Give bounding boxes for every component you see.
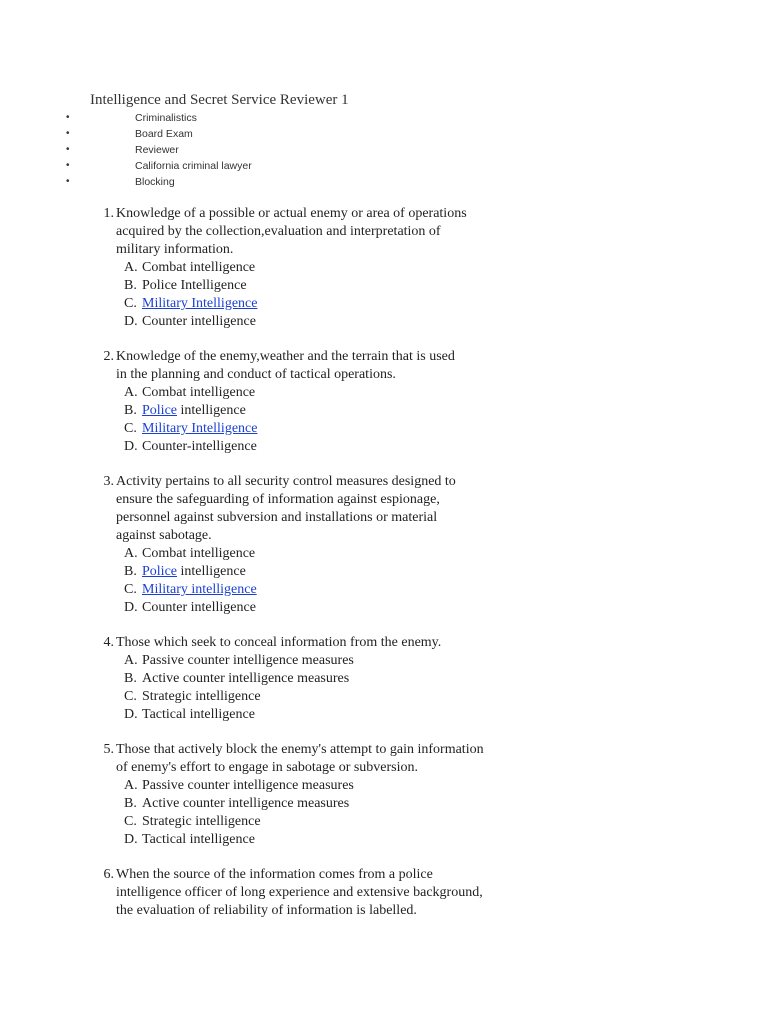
choice-letter: A. [124,260,138,275]
choice-link[interactable]: Military Intelligence [142,421,258,436]
tag-link[interactable]: California criminal lawyer [135,160,252,172]
answer-choice [0,670,768,688]
choice-letter: D. [124,832,138,847]
choice-letter: B. [124,796,137,811]
question-text-line: personnel against subversion and installations or material [116,510,438,525]
answer-choice [0,777,768,795]
tag-list [0,110,768,190]
choice-link[interactable]: Police [142,403,177,418]
tag-link[interactable]: Criminalistics [135,112,197,124]
choice-text: Combat intelligence [142,546,256,561]
answer-choice [0,438,768,456]
question-number: 2. [103,349,114,364]
choice-letter: B. [124,671,137,686]
question-text-line: military information. [116,242,234,257]
tag-list-item [0,126,768,142]
question-number: 6. [103,867,114,882]
tag-list-item [0,158,768,174]
question-number: 1. [103,206,114,221]
choice-letter: B. [124,564,137,579]
question-item [0,634,768,724]
question-stem [0,348,506,384]
question-text-line: of enemy's effort to engage in sabotage or subversion. [116,760,419,775]
choice-letter: C. [124,689,137,704]
answer-choice [0,831,768,849]
bullet-icon: • [66,144,70,155]
choice-letter: C. [124,582,137,597]
choice-text: Strategic intelligence [142,814,261,829]
bullet-icon: • [66,160,70,171]
question-item [0,205,768,331]
bullet-icon: • [66,128,70,139]
question-text-line: intelligence officer of long experience and extensive background, [116,885,483,900]
choice-text: Strategic intelligence [142,689,261,704]
question-stem [0,205,506,259]
choice-letter: C. [124,814,137,829]
question-item [0,866,768,920]
question-text-line: ensure the safeguarding of information against espionage, [116,492,440,507]
tag-list-item [0,142,768,158]
choice-text: Counter intelligence [142,314,256,329]
question-text-line: the evaluation of reliability of information is labelled. [116,903,417,918]
choice-letter: B. [124,278,137,293]
choice-letter: A. [124,778,138,793]
question-stem [0,473,506,545]
choice-text: intelligence [177,564,246,579]
tag-list-item [0,110,768,126]
choice-text: Police Intelligence [142,278,247,293]
choice-letter: D. [124,707,138,722]
answer-choice [0,545,768,563]
answer-choice [0,313,768,331]
choice-text: Passive counter intelligence measures [142,653,354,668]
question-item [0,348,768,456]
choice-letter: B. [124,403,137,418]
choice-letter: A. [124,653,138,668]
choice-text: Counter-intelligence [142,439,257,454]
choice-link[interactable]: Military intelligence [142,582,257,597]
answer-choice [0,813,768,831]
question-text-line: Those that actively block the enemy's attempt to gain information [116,742,484,757]
question-text-line: Knowledge of the enemy,weather and the terrain that is used [116,349,455,364]
answer-choice [0,384,768,402]
question-text-line: Knowledge of a possible or actual enemy or area of operations [116,206,467,221]
question-text-line: in the planning and conduct of tactical operations. [116,367,396,382]
answer-choice [0,581,768,599]
question-item [0,473,768,617]
answer-choice [0,277,768,295]
answer-choice [0,259,768,277]
choice-text: Combat intelligence [142,385,256,400]
question-list [0,205,768,937]
choice-text: Active counter intelligence measures [142,796,350,811]
question-item [0,741,768,849]
choice-link[interactable]: Police [142,564,177,579]
answer-choice [0,795,768,813]
answer-choice [0,706,768,724]
tag-list-item [0,174,768,190]
question-text-line: When the source of the information comes from a police [116,867,433,882]
question-stem [0,634,506,652]
choice-text: intelligence [177,403,246,418]
choice-letter: A. [124,546,138,561]
document-title: Intelligence and Secret Service Reviewer 1 [90,92,349,108]
answer-choice [0,563,768,581]
question-number: 3. [103,474,114,489]
tag-link[interactable]: Board Exam [135,128,193,140]
answer-choice [0,420,768,438]
choice-letter: C. [124,296,137,311]
bullet-icon: • [66,112,70,123]
question-stem [0,866,506,920]
tag-link[interactable]: Reviewer [135,144,179,156]
question-text-line: against sabotage. [116,528,212,543]
choice-letter: A. [124,385,138,400]
question-stem [0,741,506,777]
tag-link[interactable]: Blocking [135,176,175,188]
choice-text: Tactical intelligence [142,707,255,722]
answer-choice [0,402,768,420]
answer-choice [0,599,768,617]
choice-text: Tactical intelligence [142,832,255,847]
answer-choice [0,652,768,670]
choice-text: Active counter intelligence measures [142,671,350,686]
choice-letter: D. [124,600,138,615]
choice-letter: D. [124,314,138,329]
choice-text: Combat intelligence [142,260,256,275]
choice-letter: D. [124,439,138,454]
answer-choice [0,688,768,706]
question-text-line: Activity pertains to all security control measures designed to [116,474,456,489]
question-text-line: acquired by the collection,evaluation and interpretation of [116,224,441,239]
question-number: 5. [103,742,114,757]
choice-link[interactable]: Military Intelligence [142,296,258,311]
question-number: 4. [103,635,114,650]
question-text-line: Those which seek to conceal information from the enemy. [116,635,442,650]
choice-text: Counter intelligence [142,600,256,615]
choice-text: Passive counter intelligence measures [142,778,354,793]
answer-choice [0,295,768,313]
choice-letter: C. [124,421,137,436]
bullet-icon: • [66,176,70,187]
